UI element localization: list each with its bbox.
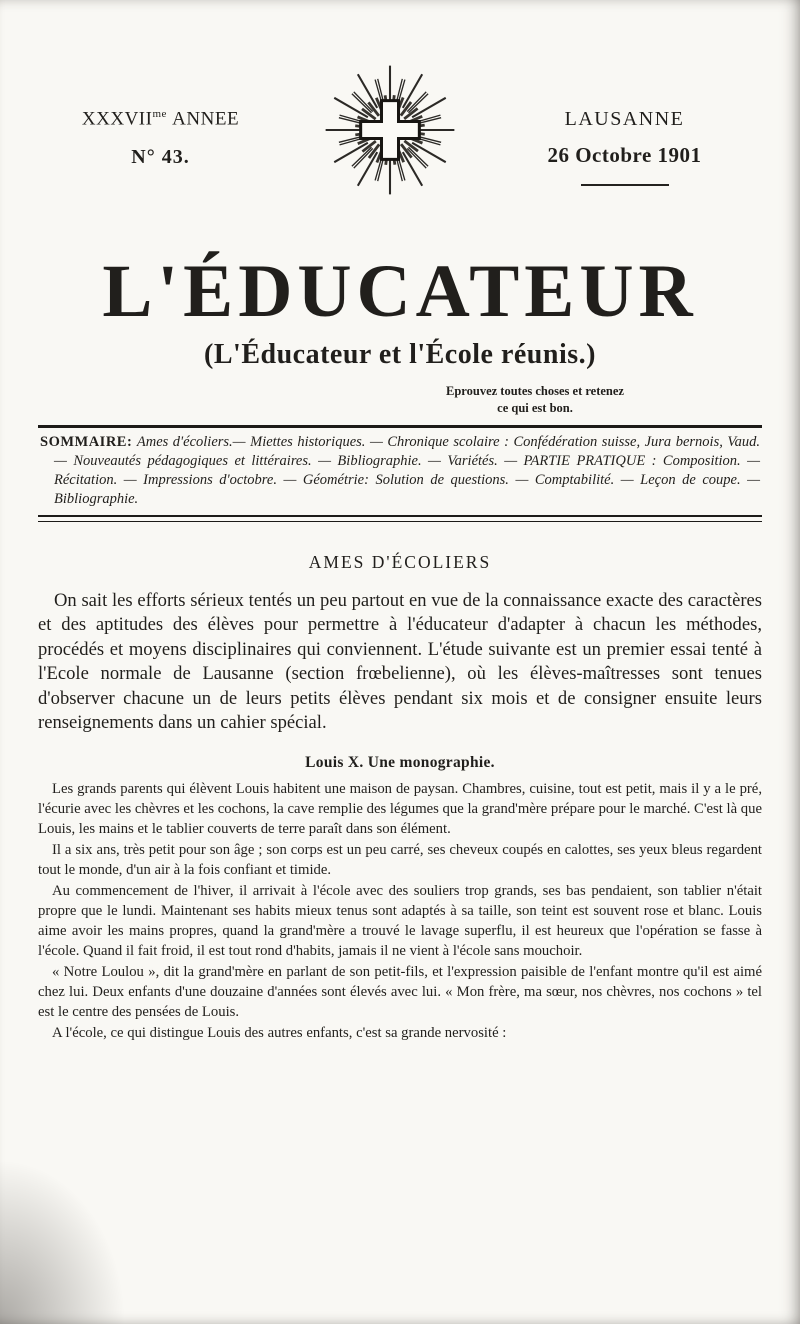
- year-suffix: me: [152, 108, 167, 120]
- masthead: [0, 0, 800, 208]
- year-roman: XXXVII: [81, 108, 153, 130]
- swiss-cross-sunburst-icon: [315, 52, 465, 208]
- sommaire-text: Ames d'écoliers.— Miettes historiques. — Chronique scolaire : Confédération suisse, Jura bernois, Vaud. — Nouveautés pédagogiques et littéraires. — Bibliographie. — Variétés. — PARTIE PRATIQUE : Composition. — Récitation. — Impressions d'octobre. — Géométrie: Solution de questions. — Comptabilité. — Leçon de coupe. — Bibliographie.: [54, 433, 761, 508]
- city-label: LAUSANNE: [564, 108, 685, 130]
- issue-date: 26 Octobre 1901: [547, 143, 702, 167]
- sommaire-label: SOMMAIRE:: [40, 433, 133, 450]
- date-rule: [581, 184, 669, 186]
- issue-info: [48, 100, 273, 169]
- article-body: [0, 552, 800, 1044]
- place-date: [507, 100, 742, 186]
- article-intro: On sait les efforts sérieux tentés un peu partout en vue de la connaissance exacte des caractères et des aptitudes des élèves pour permettre à l'éducateur d'adapter à chacun les méthodes, procédés et moyens disciplinaires qui conviennent. L'étude suivante est un premier essai tenté à l'Ecole normale de Lausanne (section frœbelienne), où les élèves-maîtresses sont tenues d'observer chacune un de leurs petits élèves pendant six mois et de consigner ensuite leurs renseignements dans un cahier spécial.: [38, 589, 762, 734]
- motto: [400, 383, 670, 417]
- motto-line-1: Eprouvez toutes choses et retenez: [446, 384, 624, 398]
- monograph-paragraph: Les grands parents qui élèvent Louis habitent une maison de paysan. Chambres, cuisine, tout est petit, mais il y a le pré, l'écurie avec les chèvres et les cochons, la cave remplie des légumes que la grand'mère prépare pour le marché. C'est là que Louis, les mains et le tablier couverts de terre paraît dans son élément.: [38, 780, 762, 837]
- monograph-paragraph: A l'école, ce qui distingue Louis des autres enfants, c'est sa grande nervosité :: [52, 1024, 507, 1041]
- volume-year: [48, 108, 273, 130]
- motto-line-2: ce qui est bon.: [497, 400, 573, 415]
- top-rule: [38, 425, 762, 428]
- journal-subtitle: (L'Éducateur et l'École réunis.): [204, 339, 596, 370]
- monograph-paragraph: « Notre Loulou », dit la grand'mère en parlant de son petit-fils, et l'expression paisible de l'enfant montre qu'il est aimé chez lui. Deux enfants d'une douzaine d'années sont élevés avec lui. « Mon frère, ma sœur, nos chèvres, nos cochons » tel est le centre des pensées de Louis.: [38, 963, 762, 1020]
- monograph-paragraph: Au commencement de l'hiver, il arrivait à l'école avec des souliers trop grands, ses bas pendaient, son tablier n'était propre que le lundi. Maintenant ses habits mieux tenus sont adaptés à sa taille, son teint est souvent rose et blanc. Louis aime avoir les mains propres, quand la grand'mère a trouvé le lavage superflu, il est heureux que l'opération se fasse à l'école. Quand il fait froid, il est tout rond d'habits, jamais il ne vient à l'école sans mouchoir.: [38, 882, 762, 959]
- journal-title: L'ÉDUCATEUR: [102, 250, 698, 333]
- issue-number: N° 43.: [131, 146, 190, 169]
- monograph-paragraph: Il a six ans, très petit pour son âge ; son corps est un peu carré, ses cheveux coupés en calottes, ses yeux bleus regardent tout le monde, d'un air à la fois confiant et timide.: [38, 841, 762, 878]
- article-heading: AMES D'ÉCOLIERS: [308, 551, 492, 572]
- sommaire: [40, 433, 760, 510]
- monograph-heading: Louis X. Une monographie.: [305, 753, 495, 771]
- double-rule: [38, 515, 762, 522]
- year-word: ANNEE: [172, 108, 240, 130]
